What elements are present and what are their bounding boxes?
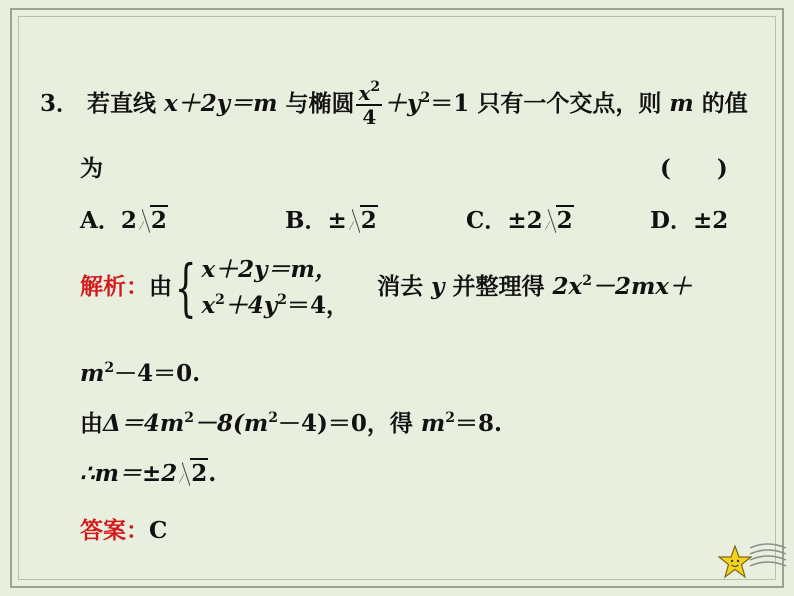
answer-bracket: ( ) bbox=[660, 155, 728, 182]
option-a: A．2 2 bbox=[80, 207, 167, 234]
stem-text: 与椭圆 bbox=[285, 90, 355, 117]
answer-title: 答案： bbox=[80, 517, 149, 544]
var-m: m bbox=[669, 90, 694, 117]
question-line-1: 3． 若直线 x＋2y＝m 与椭圆 $\frac{x^2}{4}$ $+y^2=1$ 只有一个交点，则 m 的值 bbox=[40, 79, 748, 129]
ellipse-term: ＋y bbox=[384, 90, 421, 117]
stem-text: 的值 bbox=[701, 90, 748, 117]
smiling-star-icon bbox=[718, 545, 752, 579]
answer-value: C bbox=[149, 517, 168, 544]
solution-line-4: ∴m＝±2 2. bbox=[80, 460, 217, 487]
option-b: B．± 2 bbox=[285, 207, 377, 234]
solution-line-1: 解析：由{ x＋2y＝m， $x^2+4y^2=4$， 消去 y 并整理得 $2x^2-2mx+$ bbox=[80, 251, 693, 324]
option-c: C．±2 2 bbox=[466, 207, 573, 234]
ellipse-fraction: $\frac{x^2}{4}$ bbox=[358, 79, 381, 129]
ellipse-rhs: ＝1 bbox=[430, 90, 470, 117]
line-equation: x＋2y＝m bbox=[164, 90, 278, 117]
star-trail-icon bbox=[748, 538, 788, 578]
question-line-2: 为 bbox=[80, 155, 103, 182]
option-d: D．±2 bbox=[650, 207, 729, 234]
solution-title: 解析： bbox=[80, 273, 149, 300]
equation-system: x＋2y＝m， $x^2+4y^2=4$， bbox=[201, 256, 350, 319]
solution-line-2: $m^2-4=0$. bbox=[80, 360, 201, 387]
solution-line-3: 由$\Delta=4m^2-8(m^2-4)=0$，得 $m^2=8$. bbox=[80, 410, 502, 437]
stem-text: 只有一个交点，则 bbox=[477, 90, 662, 117]
answer-line bbox=[80, 512, 167, 545]
stem-text: 若直线 bbox=[87, 90, 157, 117]
question-number: 3． bbox=[40, 90, 80, 117]
system-brace: { bbox=[174, 251, 197, 324]
